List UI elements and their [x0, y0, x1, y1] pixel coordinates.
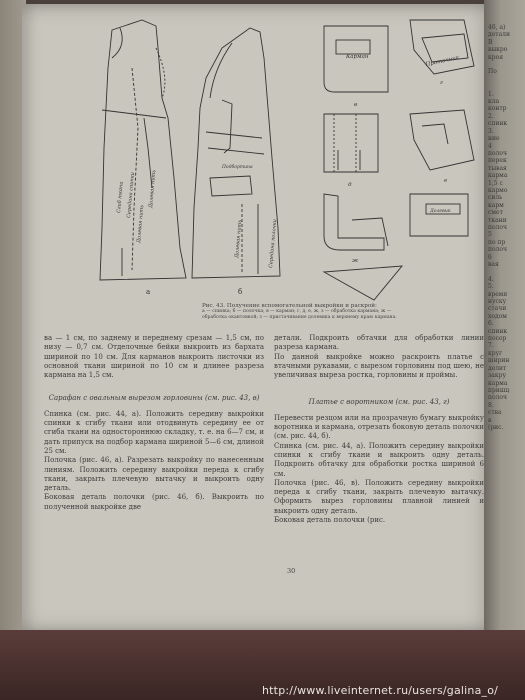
right-page-line: 6. [488, 320, 494, 328]
right-page-line: круг [488, 349, 503, 357]
svg-text:Сгиб ткани: Сгиб ткани [116, 181, 125, 214]
right-page-line: ширин [488, 357, 510, 365]
right-page-line: карма [488, 379, 508, 387]
left-paragraph-3: Полочка (рис. 46, а). Разрезать выкройку по нанесенным линиям. Положить середину выкройки переда к сгибу ткани, закрыть плечевую вытачку и выкроить одну деталь. [44, 456, 264, 493]
left-paragraph-4: Боковая деталь полочки (рис. 46, б). Выкроить по полученной выкройке две [44, 493, 264, 511]
right-page-line: тывая [488, 164, 507, 172]
right-page-line: 8. [488, 401, 494, 409]
right-heading: Платье с воротником (см. рис. 43, г) [308, 398, 450, 407]
right-page-line: ходом [488, 312, 507, 320]
right-page-line: ние [488, 135, 500, 143]
left-heading: Сарафан с овальным вырезом горловины (см. рис. 43, в) [48, 394, 260, 403]
right-paragraph-2: По данной выкройке можно раскроить платье с втачными рукавами, с вырезом горловины под шею, не увеличивая выреза ростка, горловины и проймы. [274, 352, 484, 380]
right-page-line [488, 83, 525, 90]
right-page-line: ства [488, 409, 502, 417]
right-page-line [488, 268, 525, 275]
right-page-line: нуску [488, 298, 507, 306]
label-dolevaya2: Долевая нить [234, 219, 244, 259]
right-page-line: кла [488, 98, 500, 106]
right-page-line: карм [488, 201, 504, 209]
pattern-figure-details [314, 10, 494, 310]
label-d: д [348, 182, 352, 188]
right-page-line: в [488, 416, 492, 424]
right-page-line: 1. [488, 90, 494, 98]
right-page-line: 5. [488, 283, 494, 291]
right-page-line: по пр [488, 238, 506, 246]
svg-text:Подбортина: Подбортина [222, 165, 253, 170]
figure-caption [202, 304, 407, 320]
right-page-line: делит [488, 364, 507, 372]
right-page-line: 5 [488, 231, 492, 239]
right-page-line: выкро [488, 46, 508, 54]
label-pocket: Карман [346, 54, 369, 60]
right-page-line: карма [488, 172, 508, 180]
right-paragraph-4: Спинка (см. рис. 44, а). Положить середину выкройки спинки к сгибу ткани и выкроить одну деталь. Подкроить обтачку для обработки ростка шириной 6 см. [274, 441, 484, 478]
right-paragraph-1: детали. Подкроить обтачки для обработки линии разреза кармана. [274, 334, 484, 352]
right-page-line: ткани [488, 216, 507, 224]
right-page-line: стачи [488, 305, 507, 313]
label-spinka: Середина спинки [126, 171, 136, 219]
right-page-line: кроя [488, 53, 503, 61]
right-page-line: 2. [488, 112, 494, 120]
right-page-line: кармо [488, 186, 508, 194]
label-dolevik: Долевик [430, 209, 451, 214]
right-page-line: В [488, 38, 493, 46]
right-page-line: 4 [488, 142, 492, 150]
right-page-line: смет [488, 209, 503, 217]
text-column-left [44, 334, 264, 512]
right-page-edge [484, 0, 525, 630]
right-page-line [488, 61, 525, 68]
book-page [22, 4, 498, 632]
caption-title: Рис. 43. Получение вспомогательной выкройки и раскрой: [202, 303, 377, 309]
watermark-url: http://www.liveinternet.ru/users/galina_o/ [262, 684, 499, 697]
right-paragraph-6: Боковая деталь полочки (рис. [274, 516, 386, 525]
right-page-line: пришц [488, 386, 510, 394]
right-page-line: 4. [488, 275, 494, 283]
right-page-line: 7. [488, 342, 494, 350]
right-paragraph-3: Перевести резцом или на прозрачную бумагу выкройку воротника и кармана, отрезать боковую деталь полочки (см. рис. 44, б). [274, 413, 484, 441]
right-paragraph-5: Полочка (рис. 46, в). Положить середину выкройки переда к сгибу ткани, закрыть плечевую вытачку. Оформить вырез горловины плавной линией и выкроить одну деталь. [274, 478, 484, 515]
right-page-line: полоч [488, 394, 508, 402]
pattern-figure-main [82, 8, 302, 298]
label-e: е [444, 178, 448, 184]
right-page-line: вая [488, 261, 499, 268]
label-zh: ж [352, 258, 359, 264]
right-page-line: 1,5 с [488, 179, 503, 187]
right-page-line: спинк [488, 327, 508, 335]
label-a: а [146, 288, 151, 296]
right-page-line: 6 [488, 253, 492, 261]
label-verkhnyaya: Середина полочки [268, 218, 279, 269]
label-g: г [440, 80, 443, 86]
label-protechnik: Проточник [425, 55, 460, 68]
page-number: 30 [287, 567, 296, 575]
label-b: б [238, 288, 243, 296]
right-page-text [484, 0, 525, 431]
left-paragraph-1: ва — 1 см, по заднему и переднему срезам — 1,5 см, по низу — 0,7 см. Отделочные бейки выкроить из бархата шириной по 10 см. Для карманов выкроить листочки из основной ткани шириной по 10 см и длинее разреза кармана на 1,5 см. [44, 334, 264, 380]
right-page-line: перек [488, 157, 507, 165]
right-page-line: По [488, 68, 497, 76]
caption-body: а — спинка; б — полочка; в — карман; г, д, е, ж, з — обработка кармана; ж — обработка окантовкой; з — пристачивание долевика к верхнему краю кармана. [202, 309, 397, 320]
right-page-line [488, 76, 525, 83]
right-page-line: полоч [488, 223, 508, 231]
left-paragraph-2: Спинка (см. рис. 44, а). Положить середину выкройки спинки к сгибу ткани или отодвинуть середину ее от сгиба ткани на одностороннюю складку, т. е. на 6—7 см, и дать припуск на подбор кармана шириной 5—6 см, длиной 25 см. [44, 409, 264, 455]
right-page-line: 46, а) [488, 24, 506, 31]
text-column-right [274, 334, 484, 525]
right-page-line: спинк [488, 120, 508, 128]
right-page-line: (рис. [488, 423, 504, 431]
label-dolevaya: Долевая нить [136, 204, 146, 244]
label-v: в [354, 102, 358, 108]
right-page-line: время [488, 290, 508, 298]
right-page-line: посер [488, 335, 507, 343]
right-page-line: закру [488, 372, 506, 380]
svg-text:Долевая нить: Долевая нить [148, 169, 158, 209]
right-page-line: силь [488, 194, 503, 202]
right-page-line: детали [488, 31, 510, 39]
right-page-line: полоч [488, 246, 508, 254]
right-page-line: 3. [488, 127, 494, 135]
right-page-line: полоч [488, 149, 508, 157]
right-page-line: контр [488, 105, 507, 113]
